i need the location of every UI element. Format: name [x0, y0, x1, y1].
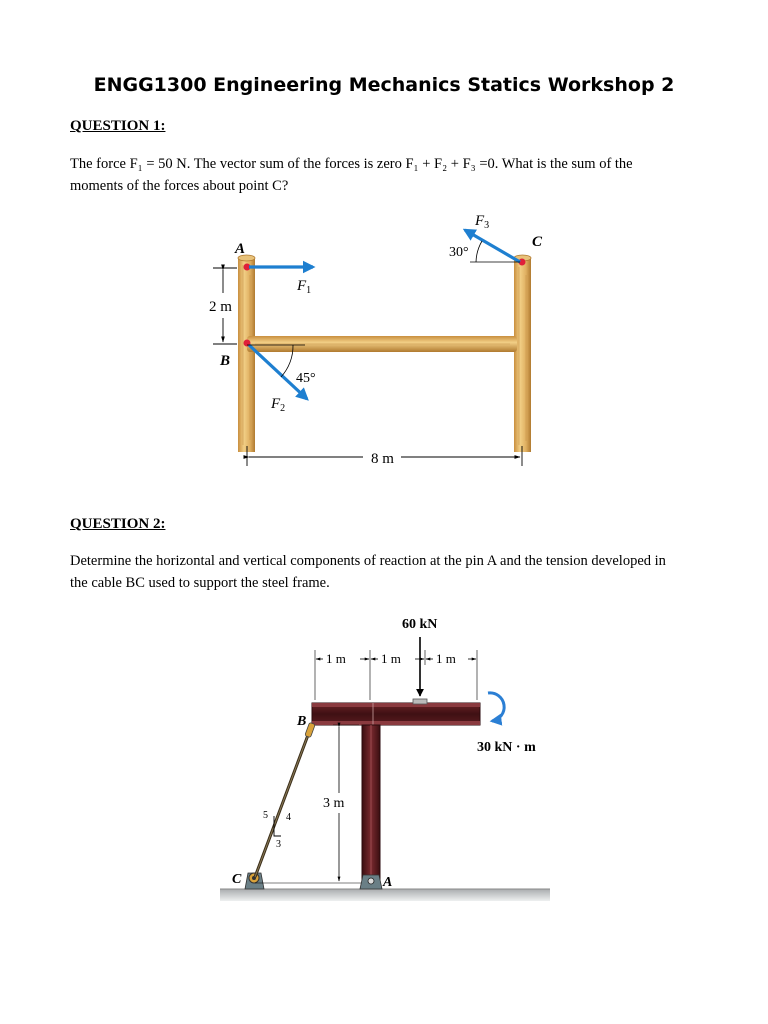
f3-angle-arc — [476, 241, 482, 262]
label-angle-45: 45° — [296, 371, 316, 386]
spacing-3: 1 m — [436, 651, 456, 666]
load-label: 60 kN — [402, 617, 438, 632]
question-2-text — [70, 550, 710, 594]
label-a: A — [383, 875, 393, 890]
label-f3: $F_3$ — [475, 213, 490, 231]
question-2-heading: QUESTION 2: — [70, 516, 166, 532]
page-title: ENGG1300 Engineering Mechanics Statics Workshop 2 — [93, 74, 675, 96]
slope-3: 3 — [276, 839, 281, 850]
question-1-text-line-2: moments of the forces about point C? — [70, 178, 289, 194]
moment-arrow — [488, 693, 504, 721]
question-2-text-line-2: the cable BC used to support the steel frame. — [70, 575, 330, 591]
spacing-2: 1 m — [381, 651, 401, 666]
question-1-text — [70, 153, 710, 197]
right-post — [514, 257, 531, 452]
label-b: B — [297, 714, 307, 729]
slope-4: 4 — [286, 812, 291, 823]
question-1-heading: QUESTION 1: — [70, 118, 166, 134]
question-1-figure — [195, 205, 555, 475]
label-c: C — [532, 234, 543, 250]
label-b: B — [220, 353, 231, 369]
label-f2: $F_2$ — [271, 396, 286, 414]
question-2-text-line-1: Determine the horizontal and vertical components of reaction at the pin A and the tension developed in — [70, 553, 666, 569]
question-1-text-line-1: The force F₁ = 50 N. The vector sum of the forces is zero F₁ + F₂ + F₃ =0. What is the sum of the — [70, 156, 633, 172]
question-2-figure — [215, 605, 555, 905]
ground — [220, 889, 550, 901]
slope-5: 5 — [263, 810, 268, 821]
force-f3-arrow — [465, 230, 520, 262]
moment-label: 30 kN · m — [477, 740, 536, 755]
dimension-8m: 8 m — [371, 451, 394, 467]
label-c: C — [232, 872, 242, 887]
dimension-2m: 2 m — [209, 299, 232, 315]
load-plate — [413, 699, 427, 704]
label-f1: $F_1$ — [297, 278, 312, 296]
spacing-1: 1 m — [326, 651, 346, 666]
dimension-3m: 3 m — [323, 796, 345, 811]
left-post — [238, 257, 255, 452]
label-a: A — [235, 241, 246, 257]
label-angle-30: 30° — [449, 245, 469, 260]
